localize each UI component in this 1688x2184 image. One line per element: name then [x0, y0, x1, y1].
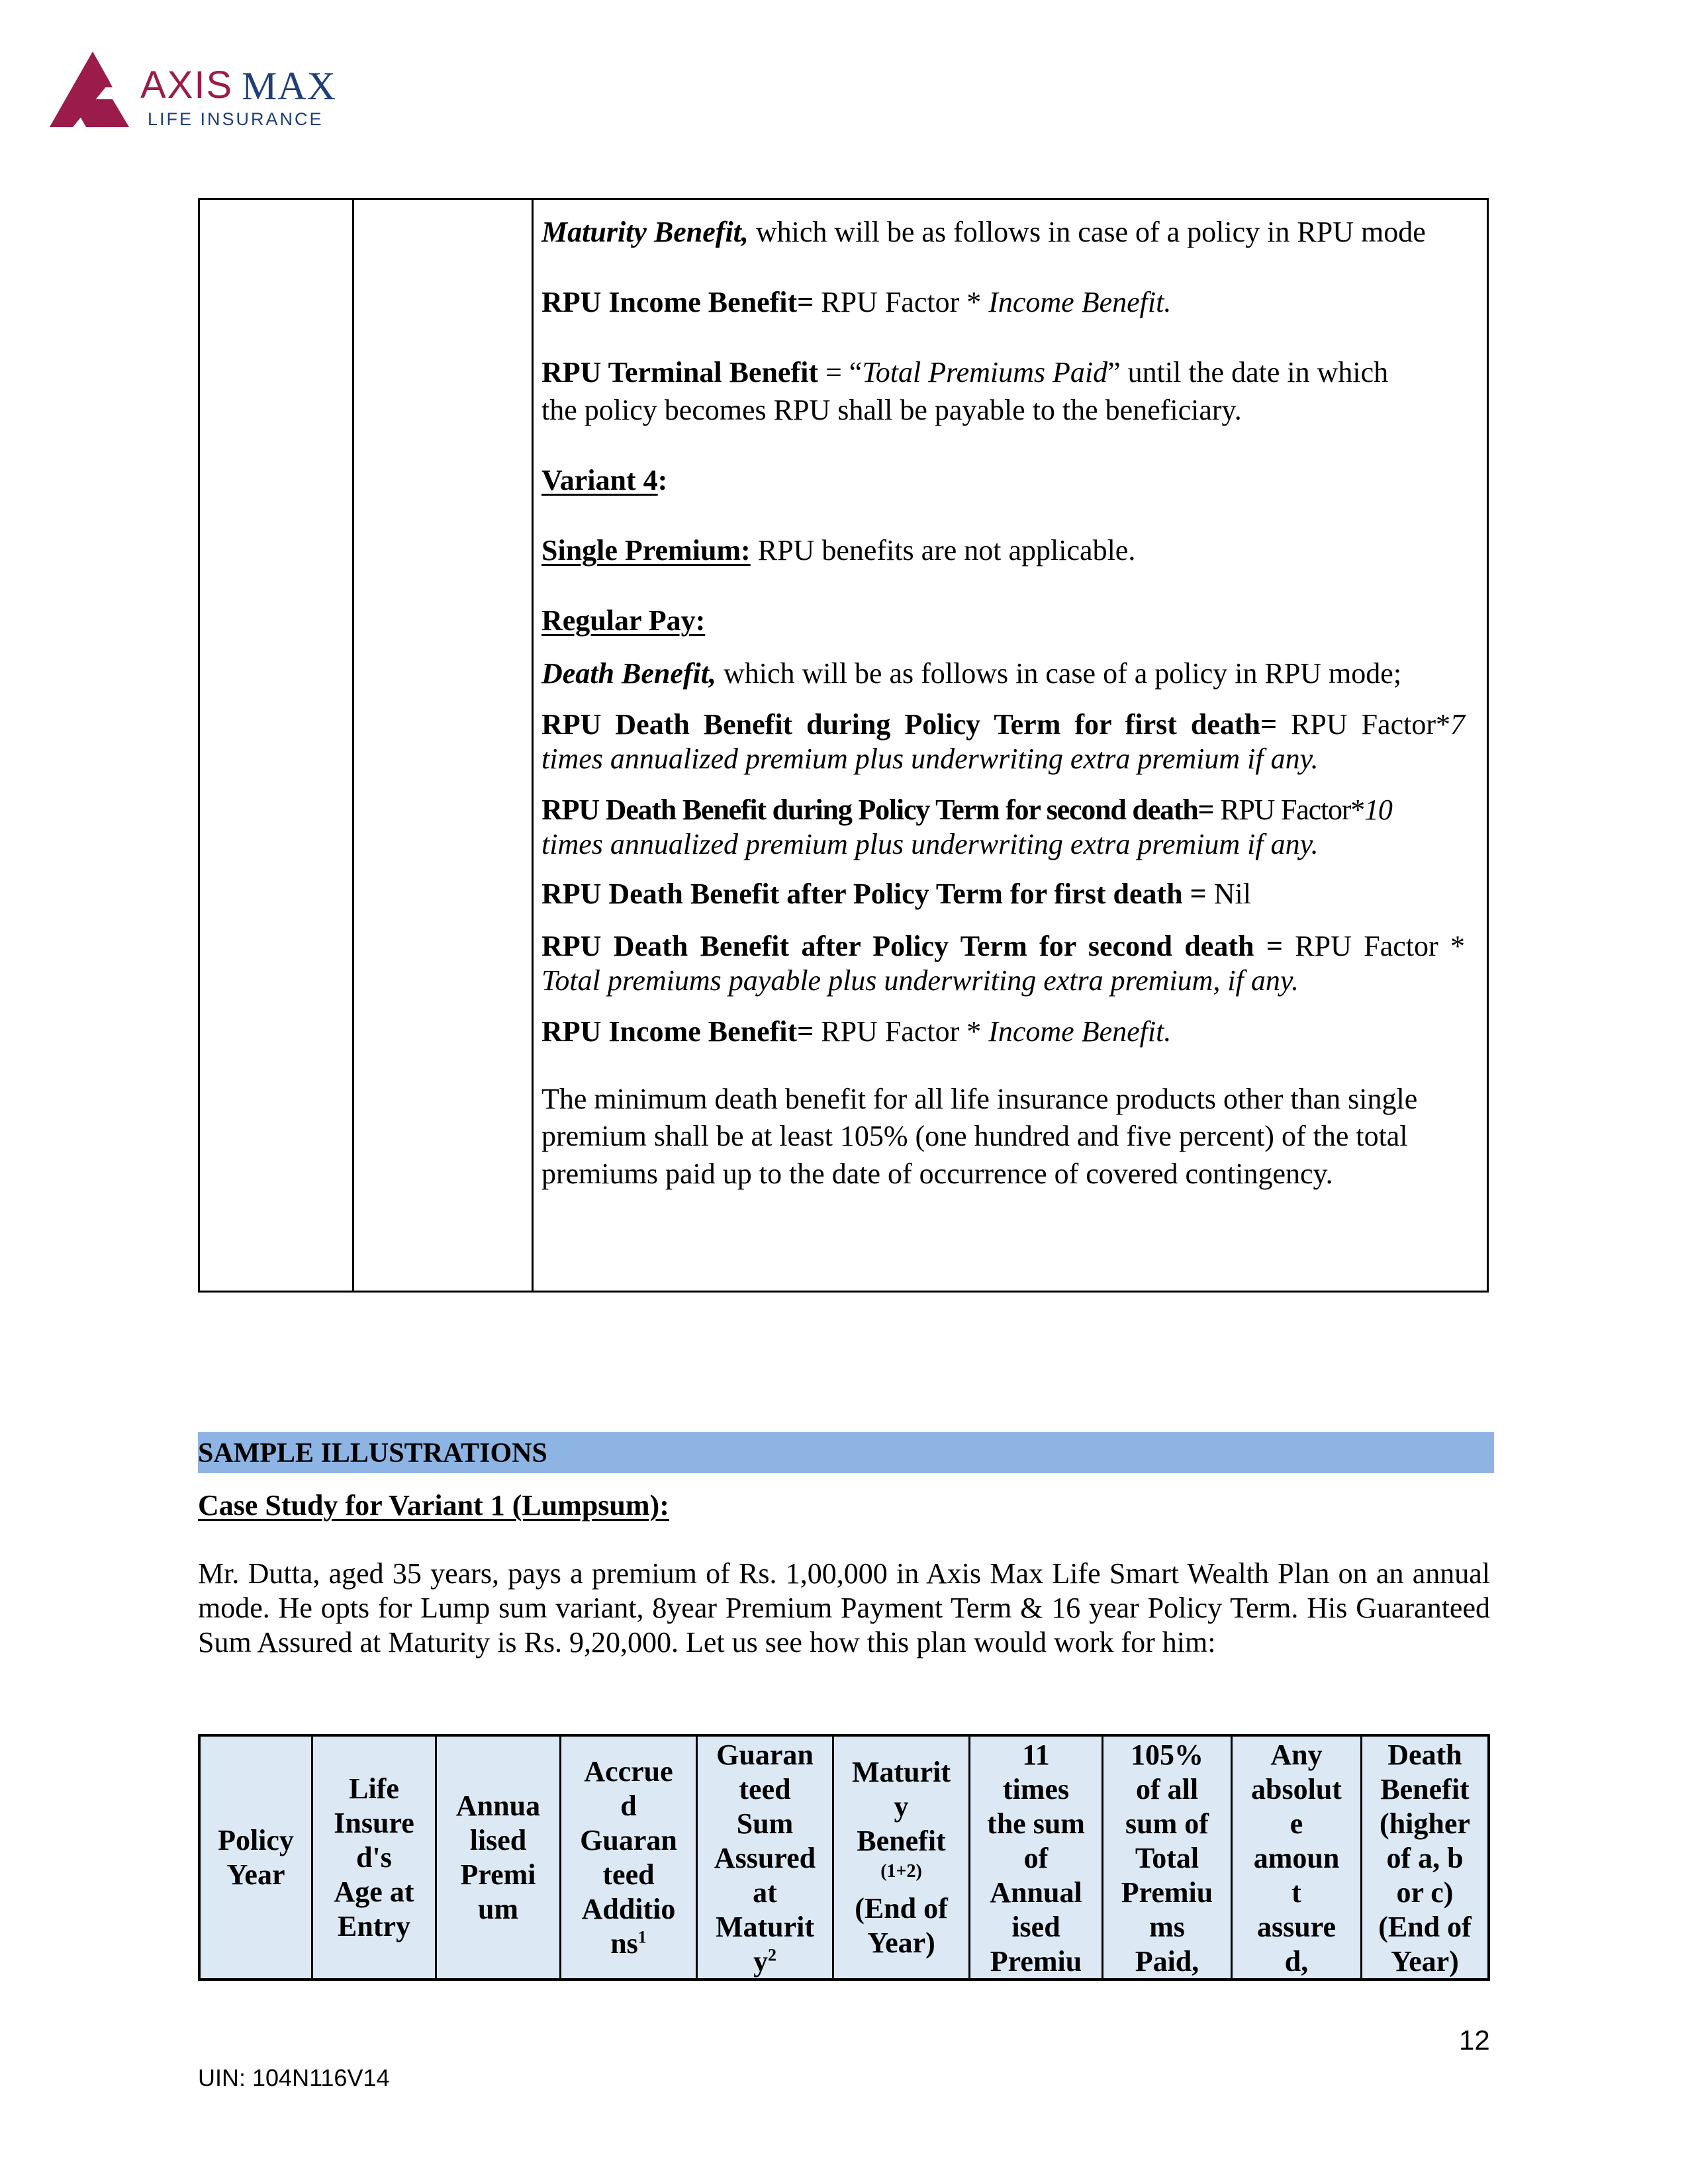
logo-tagline: LIFE INSURANCE	[148, 109, 324, 129]
column-header-death-benefit: Death Benefit (higher of a, b or c) (End of Year)	[1378, 1739, 1472, 1978]
page-number: 12	[1459, 2025, 1490, 2056]
uin-footer: UIN: 104N116V14	[198, 2064, 390, 2091]
column-header-age-at-entry: Life Insure d's Age at Entry	[334, 1772, 414, 1942]
case-study-heading: Case Study for Variant 1 (Lumpsum):	[198, 1489, 669, 1522]
logo-triangle-icon	[46, 48, 139, 130]
company-logo	[46, 48, 338, 130]
column-header-absolute-amount-assured: Any absolut e amoun t assure d,	[1251, 1739, 1342, 1978]
rpu-death-during-second-line2: times annualized premium plus underwriting extra premium if any.	[541, 828, 1319, 860]
rpu-terminal-benefit: RPU Terminal Benefit = “Total Premiums Paid” until the date in which	[541, 356, 1389, 388]
rpu-income-benefit: RPU Income Benefit= RPU Factor * Income Benefit.	[541, 286, 1172, 318]
column-header-policy-year: Policy Year	[218, 1823, 294, 1891]
section-header-sample-illustrations	[198, 1432, 1494, 1473]
minimum-death-benefit-line3: premiums paid up to the date of occurrence of covered contingency.	[541, 1158, 1333, 1190]
death-benefit-intro: Death Benefit, which will be as follows in case of a policy in RPU mode;	[541, 657, 1402, 690]
column-header-11-times-premium: 11 times the sum of Annual ised Premiu	[987, 1739, 1085, 1978]
logo-brand-max: MAX	[242, 64, 337, 108]
column-header-annualised-premium: Annua lised Premi um	[455, 1789, 541, 1925]
case-study-paragraph: Mr. Dutta, aged 35 years, pays a premium of Rs. 1,00,000 in Axis Max Life Smart Wealth Plan on an annual mode. He opts for Lump sum variant, 8year Premium Payment Term & 16 year Policy Term. His Guaranteed Sum Assured at Maturity is Rs. 9,20,000. Let us see how this plan would work for him:	[198, 1557, 1490, 1659]
minimum-death-benefit-line2: premium shall be at least 105% (one hundred and five percent) of the total	[541, 1120, 1408, 1152]
column-header-maturity-benefit: Maturit y Benefit (1+2) (End of Year)	[851, 1755, 951, 1959]
rpu-death-after-second-line2: Total premiums payable plus underwriting extra premium, if any.	[541, 964, 1299, 997]
regular-pay-heading: Regular Pay:	[541, 604, 706, 637]
minimum-death-benefit-line1: The minimum death benefit for all life insurance products other than single	[541, 1083, 1418, 1115]
rpu-death-after-second: RPU Death Benefit after Policy Term for second death = RPU Factor *	[541, 930, 1466, 962]
column-header-accrued-guaranteed-additions: Accrue d Guaran teed Additio $ns^1$	[580, 1754, 677, 1960]
rpu-income-benefit-2: RPU Income Benefit= RPU Factor * Income Benefit.	[541, 1015, 1172, 1048]
logo-brand-axis: AXIS	[140, 64, 234, 107]
single-premium-note: Single Premium: RPU benefits are not applicable.	[541, 534, 1136, 567]
rpu-death-during-second: RPU Death Benefit during Policy Term for second death= RPU Factor*10	[541, 794, 1392, 826]
illustration-table-header	[198, 1734, 1490, 1981]
rpu-death-during-first-line2: times annualized premium plus underwriting extra premium if any.	[541, 743, 1319, 775]
rpu-death-after-first: RPU Death Benefit after Policy Term for first death = Nil	[541, 878, 1251, 910]
table-divider	[532, 200, 534, 1291]
maturity-benefit-intro: Maturity Benefit, which will be as follows in case of a policy in RPU mode	[541, 216, 1426, 248]
rpu-terminal-benefit-line2: the policy becomes RPU shall be payable to the beneficiary.	[541, 394, 1242, 426]
section-title: SAMPLE ILLUSTRATIONS	[198, 1438, 547, 1469]
variant-4-heading: Variant 4:	[541, 464, 668, 496]
rpu-death-during-first: RPU Death Benefit during Policy Term for first death= RPU Factor*7	[541, 708, 1465, 741]
table-divider	[352, 200, 354, 1291]
column-header-105-percent-premiums: 105% of all sum of Total Premiu ms Paid,	[1121, 1739, 1213, 1978]
column-header-guaranteed-sum-assured: Guaran teed Sum Assured at Maturit $y^2$	[714, 1739, 816, 1978]
